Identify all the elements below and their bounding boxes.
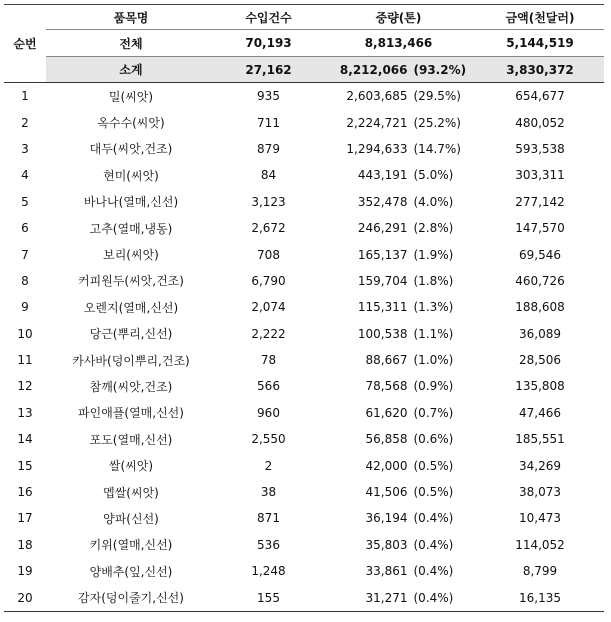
row-count: 871 [257,511,280,526]
row-amount: 593,538 [515,141,565,156]
row-amount: 460,726 [515,273,565,288]
row-rank: 9 [21,300,29,315]
row-weight-pct: (29.5%) [413,89,461,104]
row-item: 바나나(열매,신선) [83,195,179,210]
row-count: 78 [260,353,277,368]
row-weight: 100,538 [357,326,408,341]
row-item: 키위(열매,신선) [89,538,173,553]
row-amount: 47,466 [519,405,561,420]
row-item: 밀(씨앗) [108,89,154,104]
row-weight-cell [321,321,476,347]
subtotal-count: 27,162 [216,57,321,83]
row-amount: 69,546 [519,247,561,262]
row-count: 566 [257,379,280,394]
row-item: 당근(뿌리,신선) [89,327,173,342]
row-weight-pct: (4.0%) [413,194,454,209]
row-weight: 36,194 [365,511,408,526]
row-weight-pct: (14.7%) [413,141,461,156]
row-weight-cell [321,347,476,373]
header-row [4,5,604,30]
row-rank: 7 [21,247,29,262]
row-weight: 35,803 [365,537,408,552]
subtotal-amount: 3,830,372 [476,57,604,83]
row-weight-cell [321,373,476,399]
row-weight-cell [321,294,476,320]
subtotal-weight-cell [321,57,476,83]
subtotal-row [4,57,604,83]
row-weight-pct: (0.5%) [413,458,454,473]
row-rank: 5 [21,194,29,209]
row-rank: 2 [21,115,29,130]
row-count: 38 [260,485,277,500]
row-weight-pct: (1.8%) [413,273,454,288]
row-item: 고추(열매,냉동) [89,221,173,236]
row-weight: 246,291 [357,221,408,236]
row-weight-pct: (0.9%) [413,379,454,394]
row-weight-cell [321,584,476,611]
row-weight: 88,667 [365,353,408,368]
row-weight-pct: (1.1%) [413,326,454,341]
row-weight-pct: (25.2%) [413,115,461,130]
row-amount: 188,608 [515,300,565,315]
table-row [4,479,604,505]
table-row [4,109,604,135]
row-weight-cell [321,136,476,162]
row-amount: 10,473 [519,511,561,526]
row-weight: 78,568 [365,379,408,394]
row-rank: 8 [21,273,29,288]
row-rank: 20 [4,584,46,611]
count-header: 수입건수 [216,5,321,30]
row-weight-pct: (0.4%) [413,511,454,526]
row-weight-cell [321,241,476,267]
row-amount: 277,142 [515,194,565,209]
row-weight-pct: (1.0%) [413,353,454,368]
table-row [4,373,604,399]
row-amount: 16,135 [476,584,604,611]
row-weight-pct: (5.0%) [413,168,454,183]
row-weight-pct: (1.9%) [413,247,454,262]
row-rank: 3 [21,141,29,156]
table-body [4,83,604,612]
row-weight-cell [321,532,476,558]
row-weight: 33,861 [365,564,408,579]
row-amount: 654,677 [515,89,565,104]
row-weight: 443,191 [357,168,408,183]
row-rank: 15 [17,458,33,473]
table-row [4,505,604,531]
row-amount: 185,551 [515,432,565,447]
row-weight-pct: (1.3%) [413,300,454,315]
rank-header: 순번 [4,5,46,83]
row-rank: 1 [21,89,29,104]
row-rank: 4 [21,168,29,183]
row-item: 보리(씨앗) [103,248,159,263]
table-row [4,426,604,452]
table-row [4,215,604,241]
table-row [4,268,604,294]
row-rank: 13 [17,405,33,420]
table-row [4,532,604,558]
row-count: 1,248 [251,564,286,579]
table-row [4,347,604,373]
row-weight-pct: (0.7%) [413,405,454,420]
table-row [4,83,604,110]
row-item: 양배추(잎,신선) [89,564,173,579]
subtotal-weight-pct: (93.2%) [413,62,467,77]
row-item: 커피원두(씨앗,건조) [78,274,184,289]
row-rank: 6 [21,221,29,236]
row-rank: 10 [17,326,33,341]
row-item: 파인애플(열매,신선) [78,406,184,421]
row-weight-cell [321,83,476,110]
table-row [4,189,604,215]
table-row [4,558,604,584]
row-count: 3,123 [251,194,286,209]
row-amount: 38,073 [519,485,561,500]
subtotal-weight: 8,212,066 [339,62,408,77]
row-count: 879 [257,141,280,156]
row-item: 옥수수(씨앗) [97,116,165,131]
row-weight-pct: (0.6%) [413,432,454,447]
import-stats-table [4,4,604,612]
row-item: 오렌지(열매,신선) [83,300,179,315]
weight-header: 중량(톤) [321,5,476,30]
row-amount: 8,799 [522,564,558,579]
row-weight-cell [321,109,476,135]
row-count: 2,672 [251,221,286,236]
row-rank: 19 [17,564,33,579]
table-row [4,321,604,347]
row-item: 참깨(씨앗,건조) [89,379,173,394]
total-label: 전체 [46,30,216,57]
row-weight-cell [321,479,476,505]
row-count: 2,550 [251,432,286,447]
total-count: 70,193 [216,30,321,57]
row-weight-cell [321,452,476,478]
row-weight-pct: (0.4%) [413,537,454,552]
subtotal-label: 소계 [46,57,216,83]
row-weight: 352,478 [357,194,408,209]
row-count: 711 [257,115,280,130]
row-amount: 34,269 [519,458,561,473]
row-item: 감자(덩이줄기,신선) [46,584,216,611]
row-count: 708 [257,247,280,262]
row-weight-cell [321,189,476,215]
row-count: 935 [257,89,280,104]
row-amount: 135,808 [515,379,565,394]
row-amount: 114,052 [515,537,565,552]
row-weight-cell [321,162,476,188]
row-weight: 2,603,685 [346,89,408,104]
row-rank: 14 [17,432,33,447]
row-weight-cell [321,505,476,531]
row-weight: 56,858 [365,432,408,447]
row-weight-cell [321,426,476,452]
row-count: 536 [257,537,280,552]
row-amount: 28,506 [519,353,561,368]
row-weight-cell [321,268,476,294]
row-weight: 41,506 [365,485,408,500]
total-amount: 5,144,519 [476,30,604,57]
row-weight-cell [321,400,476,426]
row-weight: 159,704 [357,273,408,288]
table-row [4,241,604,267]
row-amount: 480,052 [515,115,565,130]
amount-header: 금액(천달러) [476,5,604,30]
row-weight: 42,000 [365,458,408,473]
row-weight-pct: (0.4%) [413,564,454,579]
row-rank: 11 [17,353,33,368]
table-row [4,584,604,611]
row-rank: 16 [17,485,33,500]
row-count: 2 [264,458,273,473]
row-weight: 1,294,633 [346,141,408,156]
table-row [4,452,604,478]
row-weight-pct: (2.8%) [413,221,454,236]
row-count: 2,074 [251,300,286,315]
row-weight-cell [321,558,476,584]
row-weight: 31,271 [365,590,408,605]
row-item: 포도(열매,신선) [89,432,173,447]
row-item: 현미(씨앗) [103,168,159,183]
row-weight-pct: (0.5%) [413,485,454,500]
row-item: 양파(신선) [103,511,159,526]
row-count: 84 [260,168,277,183]
row-amount: 147,570 [515,221,565,236]
row-rank: 12 [17,379,33,394]
row-weight: 165,137 [357,247,408,262]
total-weight: 8,813,466 [321,30,476,57]
row-count: 960 [257,405,280,420]
row-weight-pct: (0.4%) [413,590,454,605]
row-amount: 303,311 [515,168,565,183]
item-header: 품목명 [46,5,216,30]
row-weight: 2,224,721 [346,115,408,130]
row-count: 6,790 [251,273,286,288]
row-count: 155 [216,584,321,611]
total-row [4,30,604,57]
row-weight: 115,311 [357,300,408,315]
row-item: 멥쌀(씨앗) [103,485,159,500]
row-rank: 18 [17,537,33,552]
row-weight: 61,620 [365,405,408,420]
row-item: 대두(씨앗,건조) [89,142,173,157]
table-row [4,162,604,188]
row-item: 카사바(덩이뿌리,건조) [72,353,190,368]
row-amount: 36,089 [519,326,561,341]
row-weight-cell [321,215,476,241]
row-item: 쌀(씨앗) [108,459,154,474]
table-row [4,136,604,162]
table-row [4,400,604,426]
row-rank: 17 [17,511,33,526]
row-count: 2,222 [251,326,286,341]
table-row [4,294,604,320]
